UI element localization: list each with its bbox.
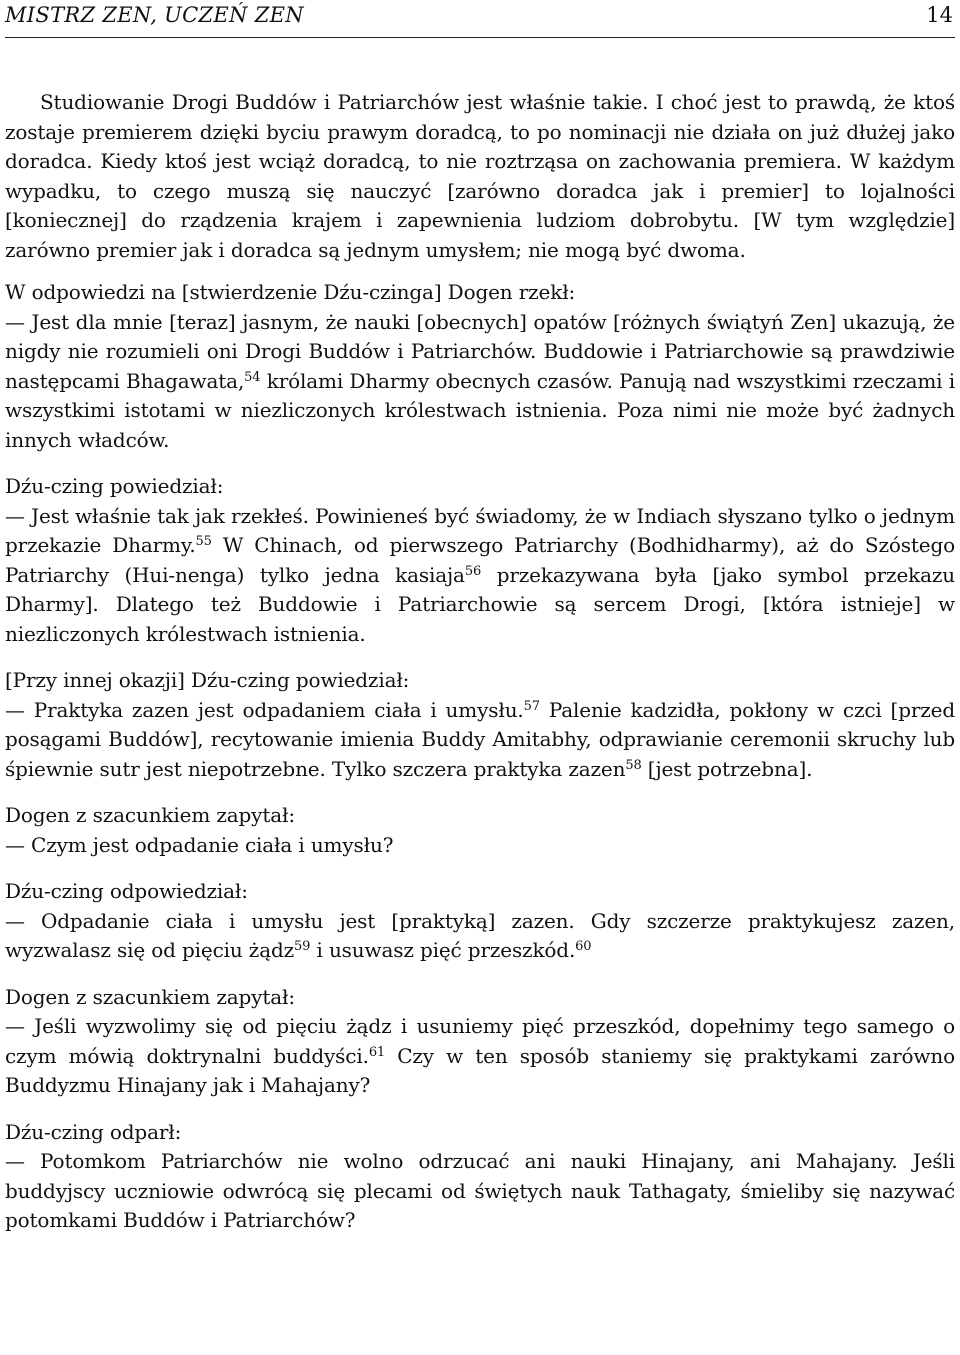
- footnote-marker[interactable]: 60: [575, 938, 592, 954]
- footnote-marker[interactable]: 61: [368, 1044, 386, 1060]
- book-title: MISTRZ ZEN, UCZEŃ ZEN: [5, 3, 304, 27]
- paragraph: — Jest właśnie tak jak rzekłeś. Powinieneś być świadomy, że w Indiach słyszano tylko o jednym przekazie Dharmy.$^{55}$ W Chinach, od pierwszego Patriarchy (Bodhidharmy), aż do Szóstego Patriarchy (Hui-nenga) tylko jedna kasiaja$^{56}$ przekazywana była [jako symbol przekazu Dharmy]. Dlatego też Buddowie i Patriarchowie są sercem Drogi, [która istnieje] w niezliczonych królestwach istnienia.: [5, 503, 955, 646]
- footnote-marker[interactable]: 54: [244, 369, 261, 385]
- paragraph: Studiowanie Drogi Buddów i Patriarchów jest właśnie takie. I choć jest to prawdą, że ktoś zostaje premierem dzięki byciu prawym doradcą, to po nominacji nie działa on już dłużej jako doradca. Kiedy ktoś jest wciąż doradcą, to nie roztrząsa on zachowania premiera. W każdym wypadku, to czego muszą się nauczyć [zarówno doradca jak i premier] to lojalności [koniecznej] do rządzenia krajem i zapewnienia ludziom dobrobytu. [W tym względzie] zarówno premier jak i doradca są jednym umysłem; nie mogą być dwoma.: [5, 90, 955, 262]
- footnote-marker[interactable]: 56: [464, 563, 482, 579]
- paragraph: Dogen z szacunkiem zapytał:: [5, 803, 295, 827]
- paragraph: Dźu-czing powiedział:: [5, 474, 224, 498]
- footnote-marker[interactable]: 57: [523, 698, 540, 714]
- footnote-marker[interactable]: 58: [625, 757, 642, 773]
- paragraph: — Praktyka zazen jest odpadaniem ciała i umysłu.$^{57}$ Palenie kadzidła, pokłony w czci [przed posągami Buddów], recytowanie imienia Buddy Amitabhy, odprawianie ceremonii skruchy lub śpiewnie sutr jest niepotrzebne. Tylko szczera praktyka zazen$^{58}$ [jest potrzebna].: [5, 697, 956, 781]
- paragraph: — Czym jest odpadanie ciała i umysłu?: [5, 832, 394, 857]
- paragraph: — Jeśli wyzwolimy się od pięciu żądz i usuniemy pięć przeszkód, dopełnimy tego samego o czym mówią doktrynalni buddyści.$^{61}$ Czy w ten sposób staniemy się praktykami zarówno Buddyzmu Hinajany jak i Mahajany?: [5, 1014, 955, 1097]
- text-body: [5, 38, 955, 1236]
- running-header: [5, 0, 955, 38]
- paragraph: — Potomkom Patriarchów nie wolno odrzucać ani nauki Hinajany, ani Mahajany. Jeśli buddyjscy uczniowie odwrócą się plecami od świętych nauk Tathagaty, śmieliby się nazywać potomkami Buddów i Patriarchów?: [5, 1149, 955, 1232]
- paragraph: Dźu-czing odparł:: [5, 1119, 182, 1144]
- paragraph: Dźu-czing odpowiedział:: [5, 879, 248, 903]
- footnote-marker[interactable]: 59: [294, 938, 311, 954]
- paragraph: — Jest dla mnie [teraz] jasnym, że nauki [obecnych] opatów [różnych świątyń Zen] ukazują, że nigdy nie rozumieli oni Drogi Buddów i Patriarchów. Buddowie i Patriarchowie są prawdziwie następcami Bhagawata,$^{54}$ królami Dharmy obecnych czasów. Panują nad wszystkimi rzeczami i wszystkimi istotami w niezliczonych królestwach istnienia. Poza nimi nie może być żadnych innych władców.: [5, 309, 956, 452]
- footnote-marker[interactable]: 55: [195, 533, 212, 549]
- paragraph: W odpowiedzi na [stwierdzenie Dźu-czinga] Dogen rzekł:: [5, 280, 576, 304]
- page-number: 14: [926, 3, 953, 27]
- paragraph: [Przy innej okazji] Dźu-czing powiedział:: [5, 668, 410, 692]
- paragraph: — Odpadanie ciała i umysłu jest [praktyką] zazen. Gdy szczerze praktykujesz zazen, wyzwalasz się od pięciu żądz$^{59}$ i usuwasz pięć przeszkód.$^{60}$: [5, 908, 955, 962]
- paragraph: Dogen z szacunkiem zapytał:: [5, 984, 295, 1009]
